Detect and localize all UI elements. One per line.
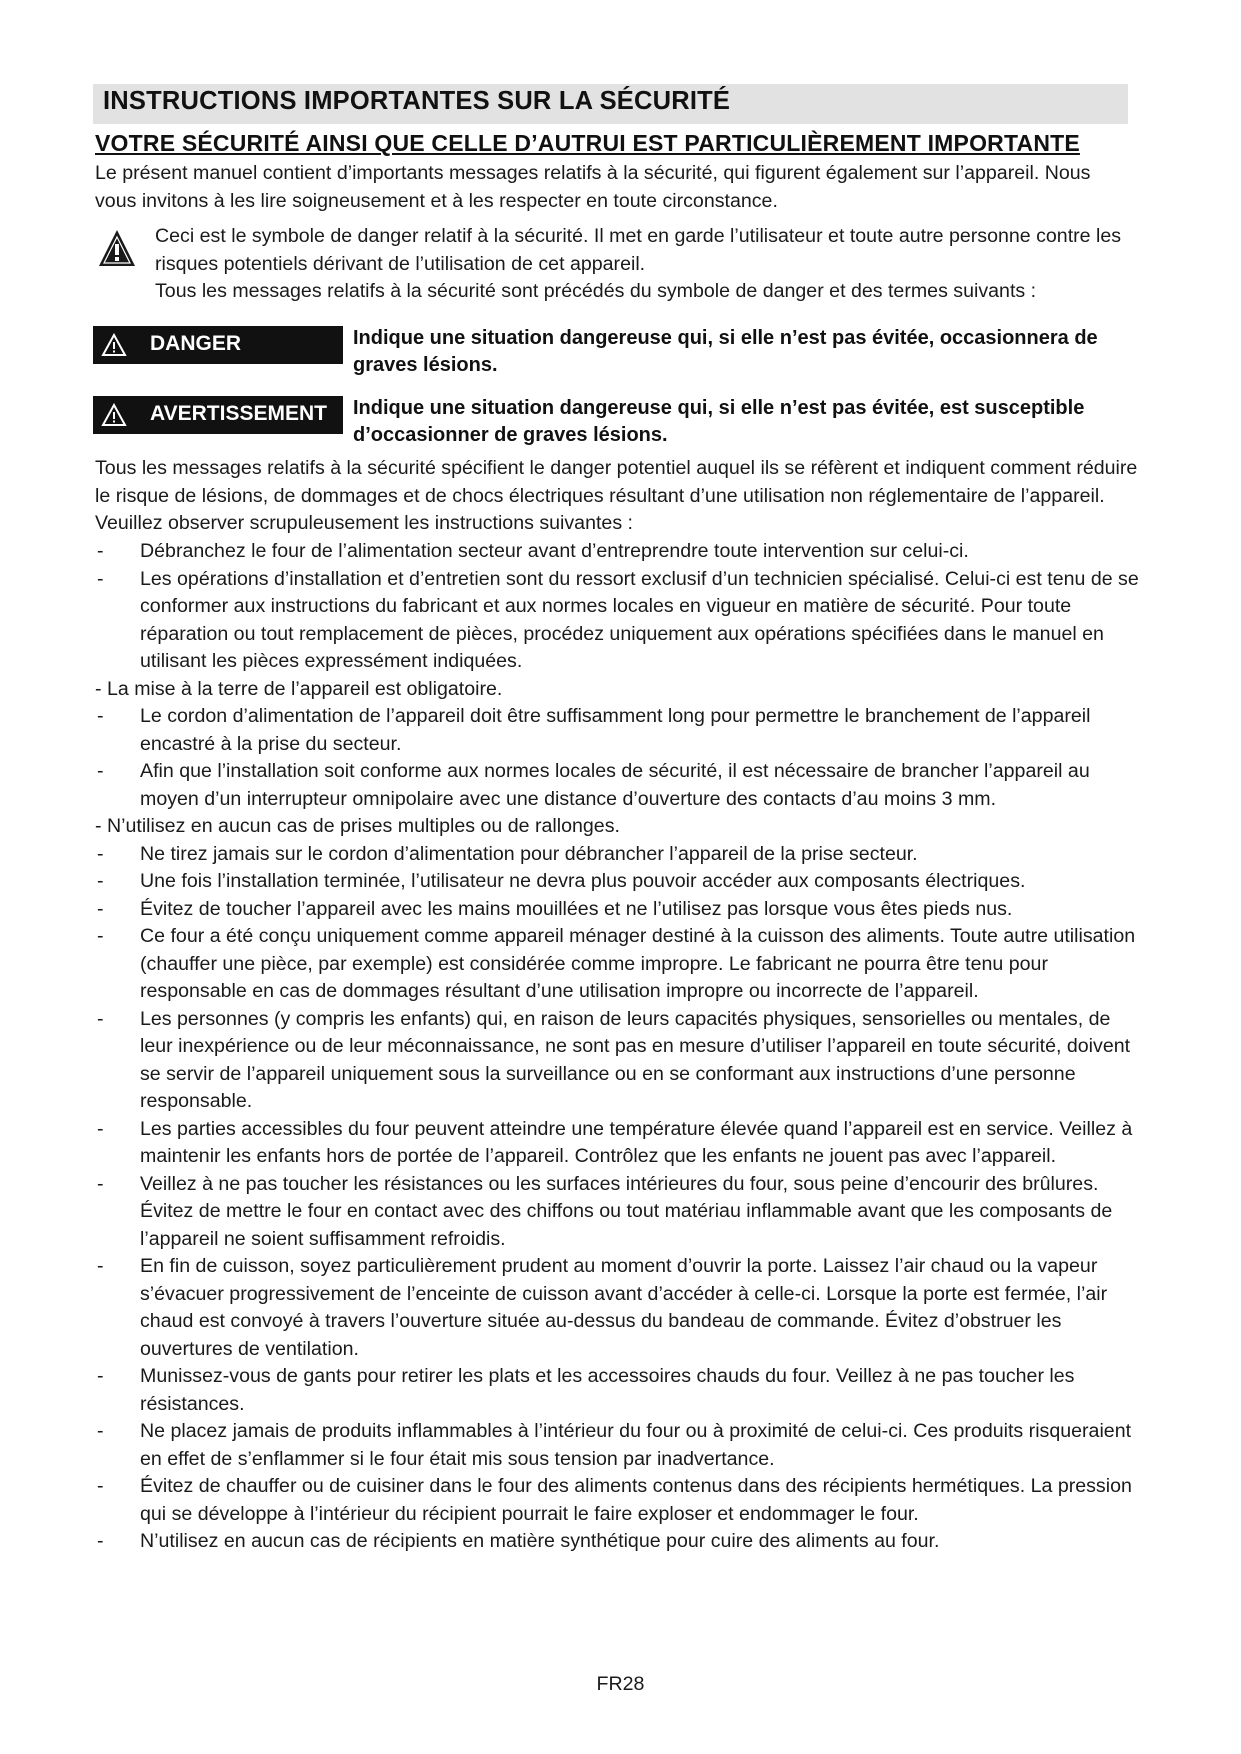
danger-label	[93, 326, 343, 364]
warning-outline-icon	[101, 403, 127, 427]
list-item: - Munissez-vous de gants pour retirer les plats et les accessoires chauds du four. Veillez à ne pas toucher les résistances.	[97, 1365, 1075, 1415]
list-item: - Ne tirez jamais sur le cordon d’alimentation pour débrancher l’appareil de la prise secteur.	[97, 842, 918, 865]
general-paragraph: Tous les messages relatifs à la sécurité spécifient le danger potentiel auquel ils se réfèrent et indiquent comment réduire le risque de lésions, de dommages et de chocs électriques résultant d’une utilisation non réglementaire de l’appareil. Veuillez observer scrupuleusement les instructions suivantes :	[95, 457, 1138, 534]
intro-paragraph: Le présent manuel contient d’importants messages relatifs à la sécurité, qui figurent également sur l’appareil. Nous vous invitons à les lire soigneusement et à les respecter en toute circonstance.	[95, 162, 1091, 212]
page-number: FR28	[596, 1673, 645, 1695]
list-item: - Les parties accessibles du four peuvent atteindre une température élevée quand l’appareil est en service. Veillez à maintenir les enfants hors de portée de l’appareil. Contrôlez que les enfants ne jouent pas avec l’appareil.	[97, 1117, 1133, 1167]
list-item: - Évitez de chauffer ou de cuisiner dans le four des aliments contenus dans des récipients hermétiques. La pression qui se développe à l’intérieur du récipient pourrait le faire exploser et endommager le four.	[97, 1475, 1132, 1525]
warning-outline-icon	[101, 333, 127, 357]
warning-label-text: AVERTISSEMENT	[150, 402, 327, 425]
list-item: - Les opérations d’installation et d’entretien sont du ressort exclusif d’un technicien spécialisé. Celui-ci est tenu de se conformer aux instructions du fabricant et aux normes locales en vigueur en matière de sécurité. Pour toute réparation ou tout remplacement de pièces, procédez uniquement aux opérations spécifiées dans le manuel en utilisant les pièces expressément indiquées.	[97, 567, 1139, 672]
warning-label	[93, 396, 343, 434]
list-item: - Évitez de toucher l’appareil avec les mains mouillées et ne l’utilisez pas lorsque vous êtes pieds nus.	[97, 897, 1013, 920]
list-item: - Débranchez le four de l’alimentation secteur avant d’entreprendre toute intervention sur celui-ci.	[97, 540, 969, 562]
danger-label-text: DANGER	[150, 332, 242, 355]
list-item: - Ce four a été conçu uniquement comme appareil ménager destiné à la cuisson des aliments. Toute autre utilisation (chauffer une pièce, par exemple) est considérée comme impropre. Le fabricant ne pourra être tenu pour responsable en cas de dommages résultant d’une utilisation impropre ou incorrecte de l’appareil.	[97, 925, 1136, 1002]
section-header-bar	[93, 84, 1128, 124]
list-item: - En fin de cuisson, soyez particulièrement prudent au moment d’ouvrir la porte. Laissez l’air chaud ou la vapeur s’évacuer progressivement de l’enceinte de cuisson avant d’accéder à celle-ci. Lorsque la porte est fermée, l’air chaud est convoyé à travers l’ouverture située au-dessus du bandeau de commande. Évitez d’obstruer les ouvertures de ventilation.	[97, 1255, 1108, 1360]
list-item: - Les personnes (y compris les enfants) qui, en raison de leurs capacités physiques, sensorielles ou mentales, de leur inexpérience ou de leur méconnaissance, ne sont pas en mesure d’utiliser l’appareil en toute sécurité, doivent se servir de l’appareil uniquement sous la surveillance ou en se conformant aux instructions d’une personne responsable.	[97, 1007, 1131, 1112]
list-item: - Ne placez jamais de produits inflammables à l’intérieur du four ou à proximité de celui-ci. Ces produits risqueraient en effet de s’enflammer si le four était mis sous tension par inadvertance.	[97, 1420, 1132, 1470]
list-item: - Une fois l’installation terminée, l’utilisateur ne devra plus pouvoir accéder aux composants électriques.	[97, 870, 1026, 892]
symbol-explanation-line2: Tous les messages relatifs à la sécurité sont précédés du symbole de danger et des termes suivants :	[155, 280, 1037, 302]
list-item: - Veillez à ne pas toucher les résistances ou les surfaces intérieures du four, sous peine d’encourir des brûlures. Évitez de mettre le four en contact avec des chiffons ou tout matériau inflammable avant que les composants de l’appareil ne soient suffisamment refroidis.	[97, 1172, 1113, 1250]
list-item: - La mise à la terre de l’appareil est obligatoire.	[95, 677, 503, 700]
list-item: - Le cordon d’alimentation de l’appareil doit être suffisamment long pour permettre le branchement de l’appareil encastré à la prise du secteur.	[97, 705, 1091, 755]
list-item: - N’utilisez en aucun cas de prises multiples ou de rallonges.	[95, 815, 620, 837]
list-item: - Afin que l’installation soit conforme aux normes locales de sécurité, il est nécessaire de brancher l’appareil au moyen d’un interrupteur omnipolaire avec une distance d’ouverture des contacts d’au moins 3 mm.	[97, 760, 1090, 810]
section-title: INSTRUCTIONS IMPORTANTES SUR LA SÉCURITÉ	[103, 87, 731, 115]
symbol-explanation	[155, 223, 1135, 306]
list-item: - N’utilisez en aucun cas de récipients en matière synthétique pour cuire des aliments au four.	[97, 1530, 940, 1552]
danger-description: Indique une situation dangereuse qui, si elle n’est pas évitée, occasionnera de graves lésions.	[353, 327, 1098, 376]
warning-triangle-icon	[98, 228, 136, 268]
warning-description: Indique une situation dangereuse qui, si elle n’est pas évitée, est susceptible d’occasionner de graves lésions.	[353, 397, 1085, 446]
instruction-list	[95, 538, 1140, 1556]
symbol-explanation-line1: Ceci est le symbole de danger relatif à la sécurité. Il met en garde l’utilisateur et toute autre personne contre les risques potentiels dérivant de l’utilisation de cet appareil.	[155, 225, 1122, 275]
subtitle: VOTRE SÉCURITÉ AINSI QUE CELLE D’AUTRUI EST PARTICULIÈREMENT IMPORTANTE	[95, 130, 1080, 156]
